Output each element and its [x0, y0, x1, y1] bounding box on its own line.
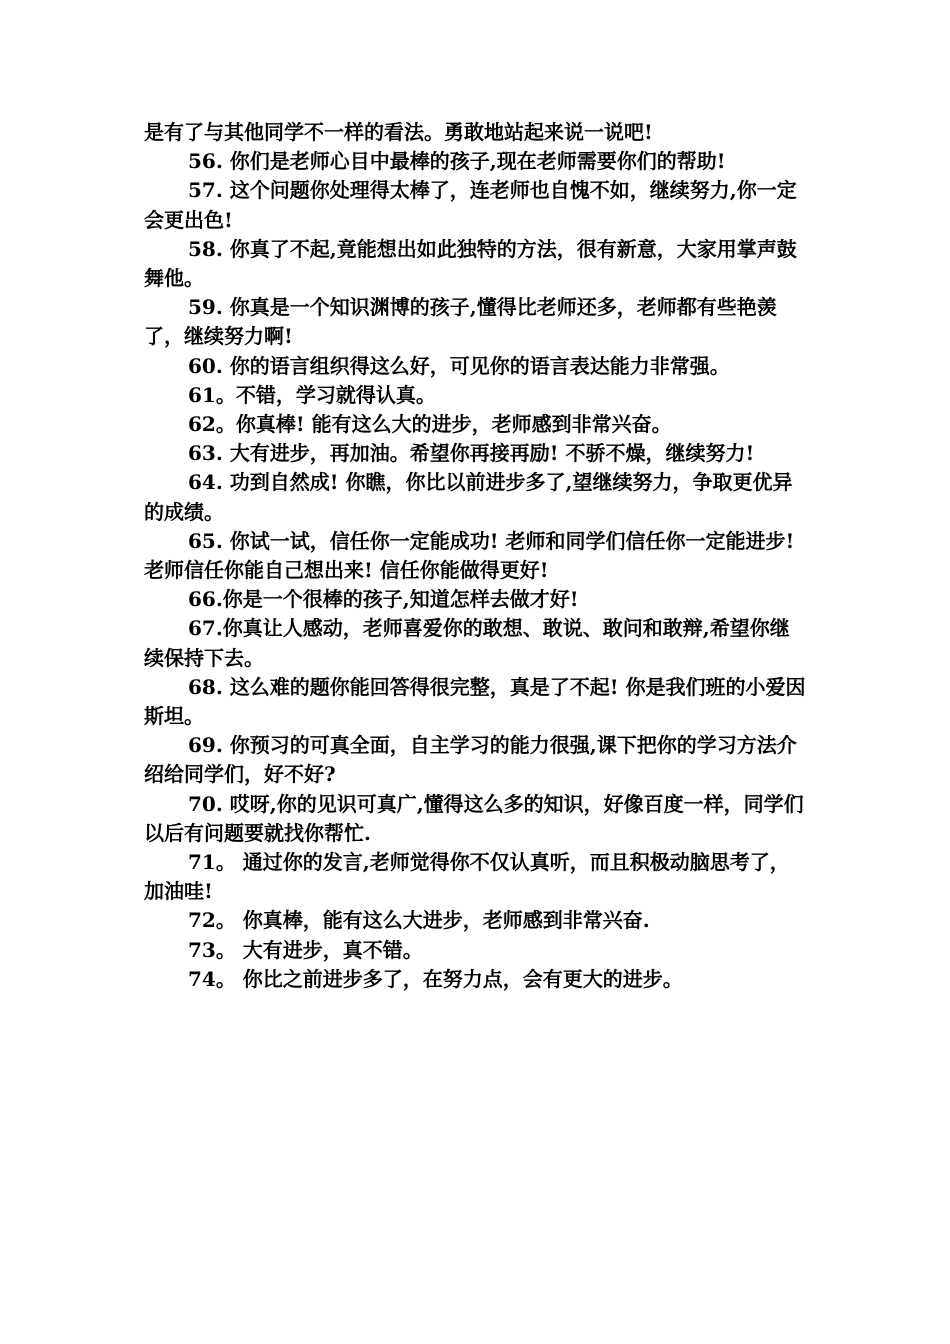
- paragraph-item-57: 57. 这个问题你处理得太棒了，连老师也自愧不如，继续努力,你一定会更出色!: [144, 178, 797, 232]
- paragraph-item-73: 73。 大有进步，真不错。: [188, 937, 423, 962]
- document-body: [144, 118, 808, 994]
- paragraph-item-62: 62。你真棒! 能有这么大的进步，老师感到非常兴奋。: [188, 412, 672, 437]
- paragraph-continuation: 是有了与其他同学不一样的看法。勇敢地站起来说一说吧!: [144, 120, 653, 144]
- paragraph-item-72: 72。 你真棒，能有这么大进步，老师感到非常兴奋.: [188, 908, 650, 933]
- paragraph-item-71: 71。 通过你的发言,老师觉得你不仅认真听，而且积极动脑思考了，加油哇!: [144, 850, 790, 904]
- paragraph-item-58: 58. 你真了不起,竟能想出如此独特的方法，很有新意，大家用掌声鼓舞他。: [144, 236, 797, 291]
- paragraph-item-61: 61。不错，学习就得认真。: [188, 382, 436, 407]
- paragraph-item-70: 70. 哎呀,你的见识可真广,懂得这么多的知识，好像百度一样，同学们以后有问题要就找你帮忙.: [144, 791, 804, 845]
- paragraph-item-66: 66.你是一个很棒的孩子,知道怎样去做才好!: [188, 587, 579, 612]
- paragraph-item-56: 56. 你们是老师心目中最棒的孩子,现在老师需要你们的帮助!: [188, 149, 726, 174]
- paragraph-item-59: 59. 你真是一个知识渊博的孩子,懂得比老师还多，老师都有些艳羡了，继续努力啊!: [144, 295, 777, 349]
- paragraph-item-63: 63. 大有进步，再加油。希望你再接再励! 不骄不燥，继续努力!: [188, 441, 755, 466]
- paragraph-item-65: 65. 你试一试，信任你一定能成功! 老师和同学们信任你一定能进步!老师信任你能自己想出来! 信任你能做得更好!: [144, 528, 795, 583]
- paragraph-item-67: 67.你真让人感动，老师喜爱你的敢想、敢说、敢问和敢辩,希望你继续保持下去。: [144, 616, 790, 670]
- paragraph-item-69: 69. 你预习的可真全面，自主学习的能力很强,课下把你的学习方法介绍给同学们，好不好?: [144, 733, 797, 787]
- paragraph-item-64: 64. 功到自然成! 你瞧，你比以前进步多了,望继续努力，争取更优异的成绩。: [144, 470, 793, 524]
- paragraph-item-74: 74。 你比之前进步多了，在努力点，会有更大的进步。: [188, 966, 683, 991]
- paragraph-item-68: 68. 这么难的题你能回答得很完整，真是了不起! 你是我们班的小爱因斯坦。: [144, 674, 806, 729]
- paragraph-item-60: 60. 你的语言组织得这么好，可见你的语言表达能力非常强。: [188, 353, 730, 378]
